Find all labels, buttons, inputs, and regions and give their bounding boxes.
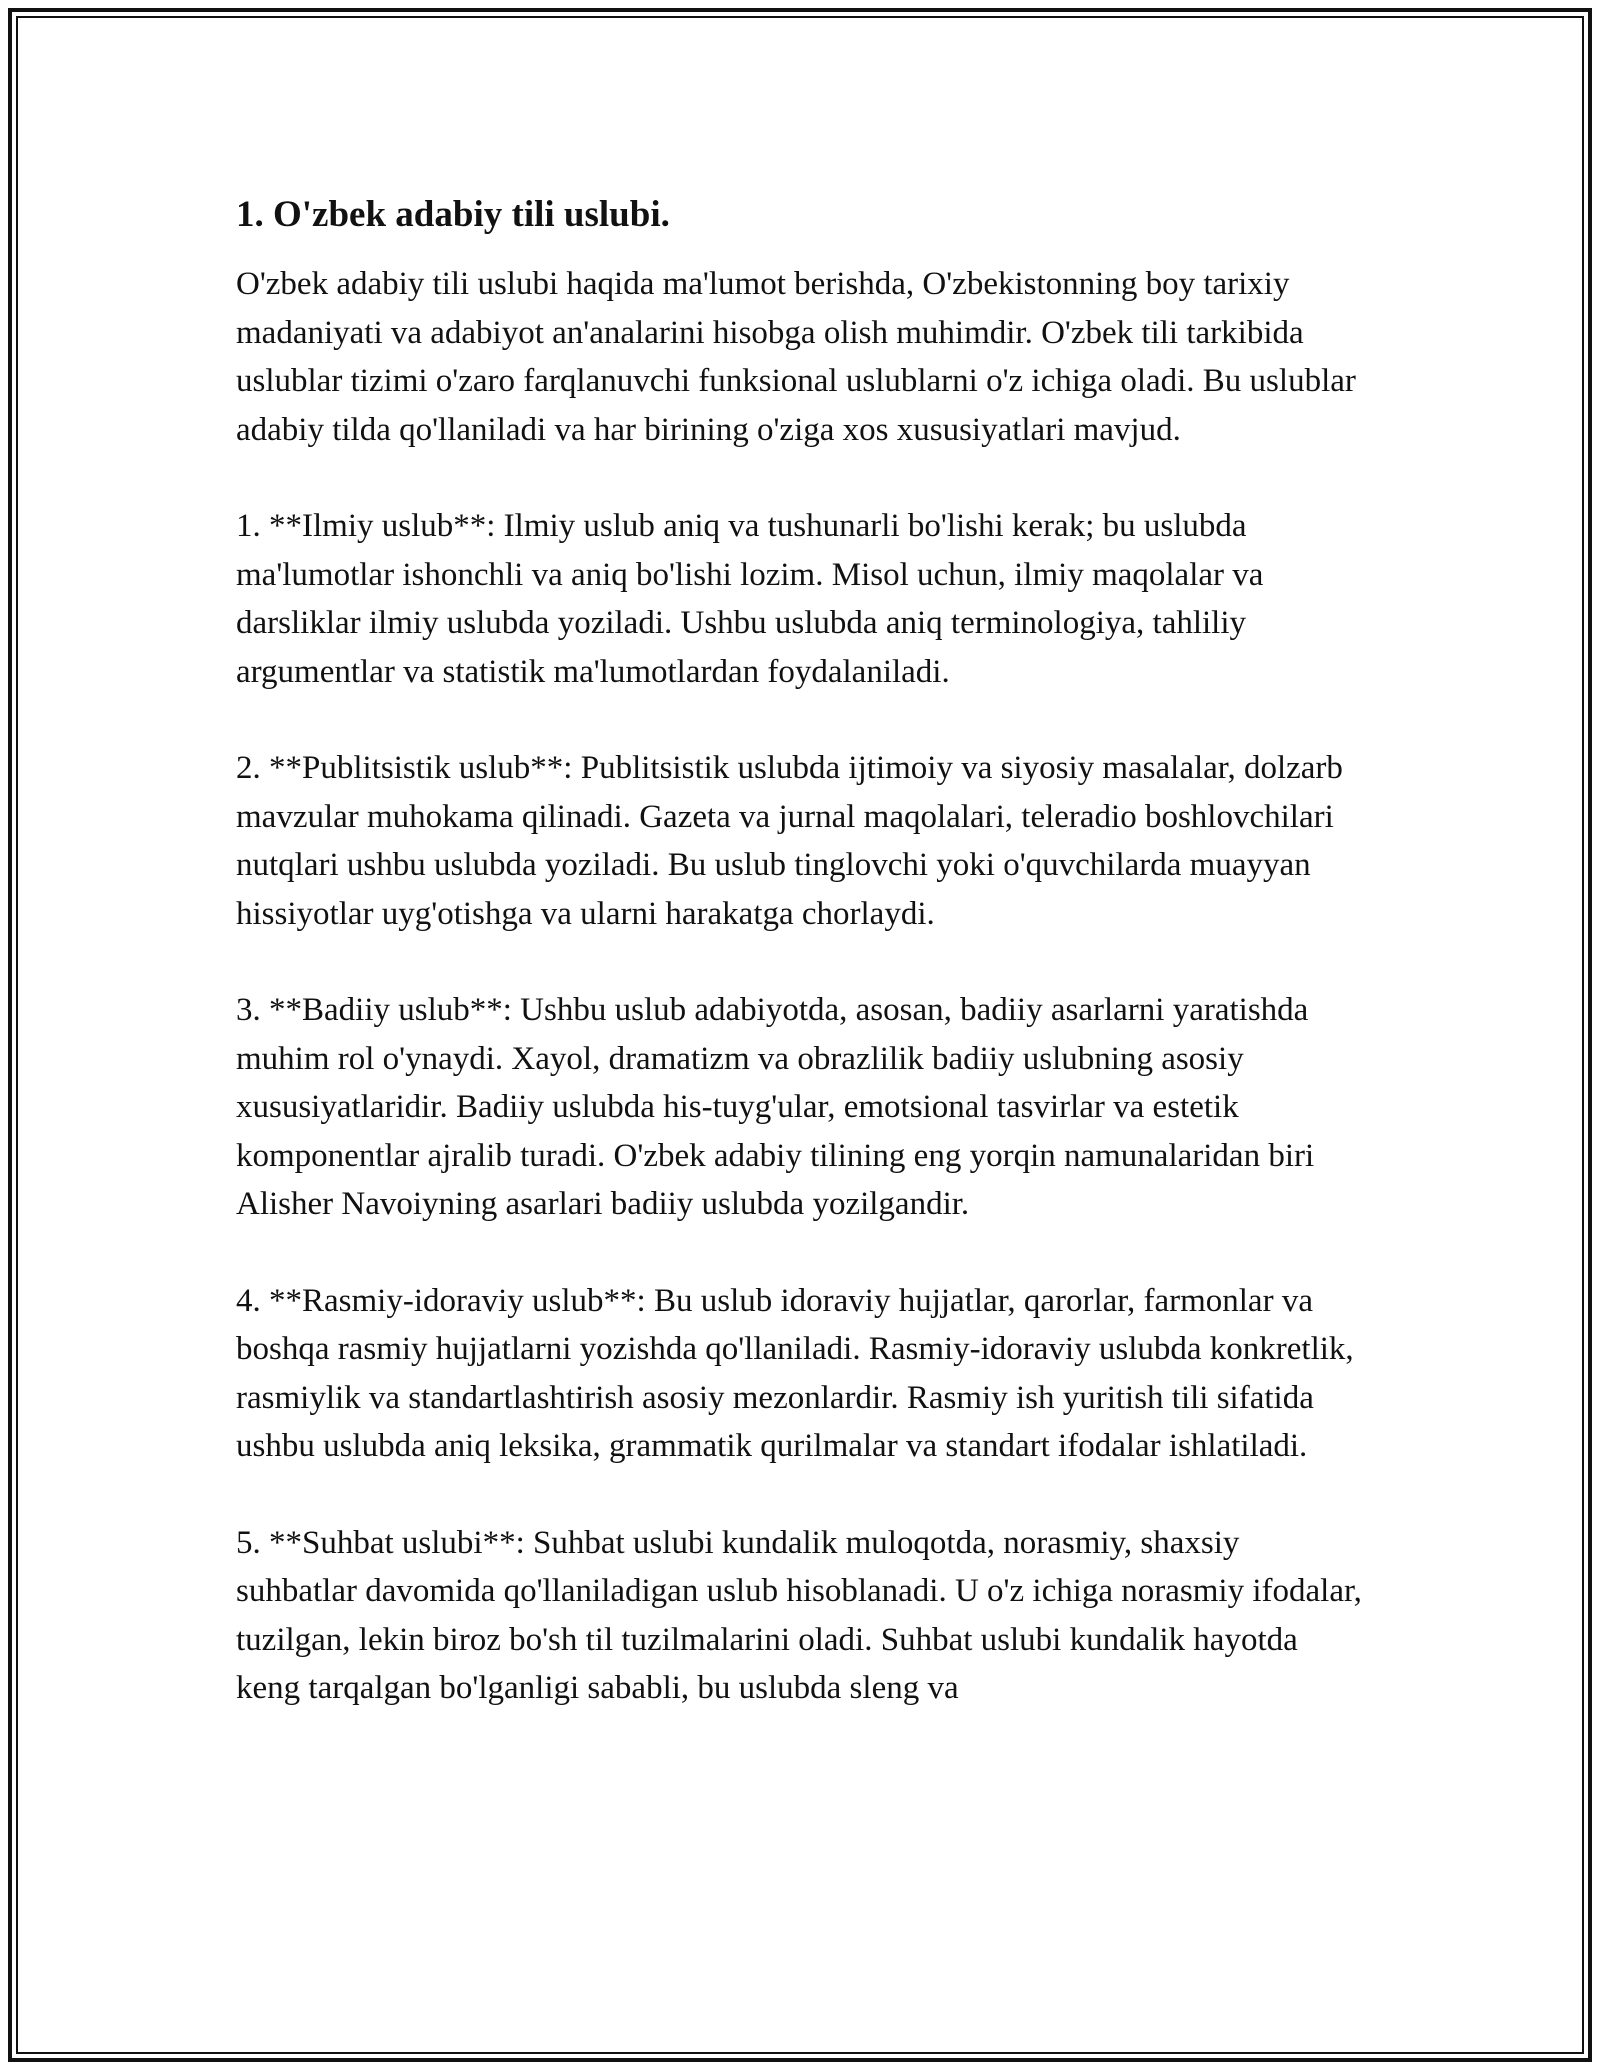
intro-paragraph: O'zbek adabiy tili uslubi haqida ma'lumot berishda, O'zbekistonning boy tarixiy madaniyati va adabiyot an'analarini hisobga olish muhimdir. O'zbek tili tarkibida uslublar tizimi o'zaro farqlanuvchi funksional uslublarni o'z ichiga oladi. Bu uslublar adabiy tilda qo'llaniladi va har birining o'ziga xos xususiyatlari mavjud. (236, 266, 1356, 448)
paragraph-suhbat-uslubi: 5. **Suhbat uslubi**: Suhbat uslubi kundalik muloqotda, norasmiy, shaxsiy suhbatlar davomida qo'llaniladigan uslub hisoblanadi. U o'z ichiga norasmiy ifodalar, tuzilgan, lekin biroz bo'sh til tuzilmalarini oladi. Suhbat uslubi kundalik hayotda keng tarqalgan bo'lganligi sababli, bu uslubda sleng va (236, 1524, 1362, 1706)
document-title: 1. O'zbek adabiy tili uslubi. (236, 194, 670, 235)
paragraph-badiiy-uslub: 3. **Badiiy uslub**: Ushbu uslub adabiyotda, asosan, badiiy asarlarni yaratishda muhim rol o'ynaydi. Xayol, dramatizm va obrazlilik badiiy uslubning asosiy xususiyatlaridir. Badiiy uslubda his-tuyg'ular, emotsional tasvirlar va estetik komponentlar ajralib turadi. O'zbek adabiy tilining eng yorqin namunalaridan biri Alisher Navoiyning asarlari badiiy uslubda yozilgandir. (236, 992, 1315, 1222)
document-body (236, 190, 1366, 1713)
paragraph-ilmiy-uslub: 1. **Ilmiy uslub**: Ilmiy uslub aniq va tushunarli bo'lishi kerak; bu uslubda ma'lumotlar ishonchli va aniq bo'lishi lozim. Misol uchun, ilmiy maqolalar va darsliklar ilmiy uslubda yoziladi. Ushbu uslubda aniq terminologiya, tahliliy argumentlar va statistik ma'lumotlardan foydalaniladi. (236, 508, 1264, 690)
paragraph-publitsistik-uslub: 2. **Publitsistik uslub**: Publitsistik uslubda ijtimoiy va siyosiy masalalar, dolzarb mavzular muhokama qilinadi. Gazeta va jurnal maqolalari, teleradio boshlovchilari nutqlari ushbu uslubda yoziladi. Bu uslub tinglovchi yoki o'quvchilarda muayyan hissiyotlar uyg'otishga va ularni harakatga chorlaydi. (236, 750, 1343, 932)
paragraph-rasmiy-idoraviy-uslub: 4. **Rasmiy-idoraviy uslub**: Bu uslub idoraviy hujjatlar, qarorlar, farmonlar va boshqa rasmiy hujjatlarni yozishda qo'llaniladi. Rasmiy-idoraviy uslubda konkretlik, rasmiylik va standartlashtirish asosiy mezonlardir. Rasmiy ish yuritish tili sifatida ushbu uslubda aniq leksika, grammatik qurilmalar va standart ifodalar ishlatiladi. (236, 1282, 1354, 1464)
